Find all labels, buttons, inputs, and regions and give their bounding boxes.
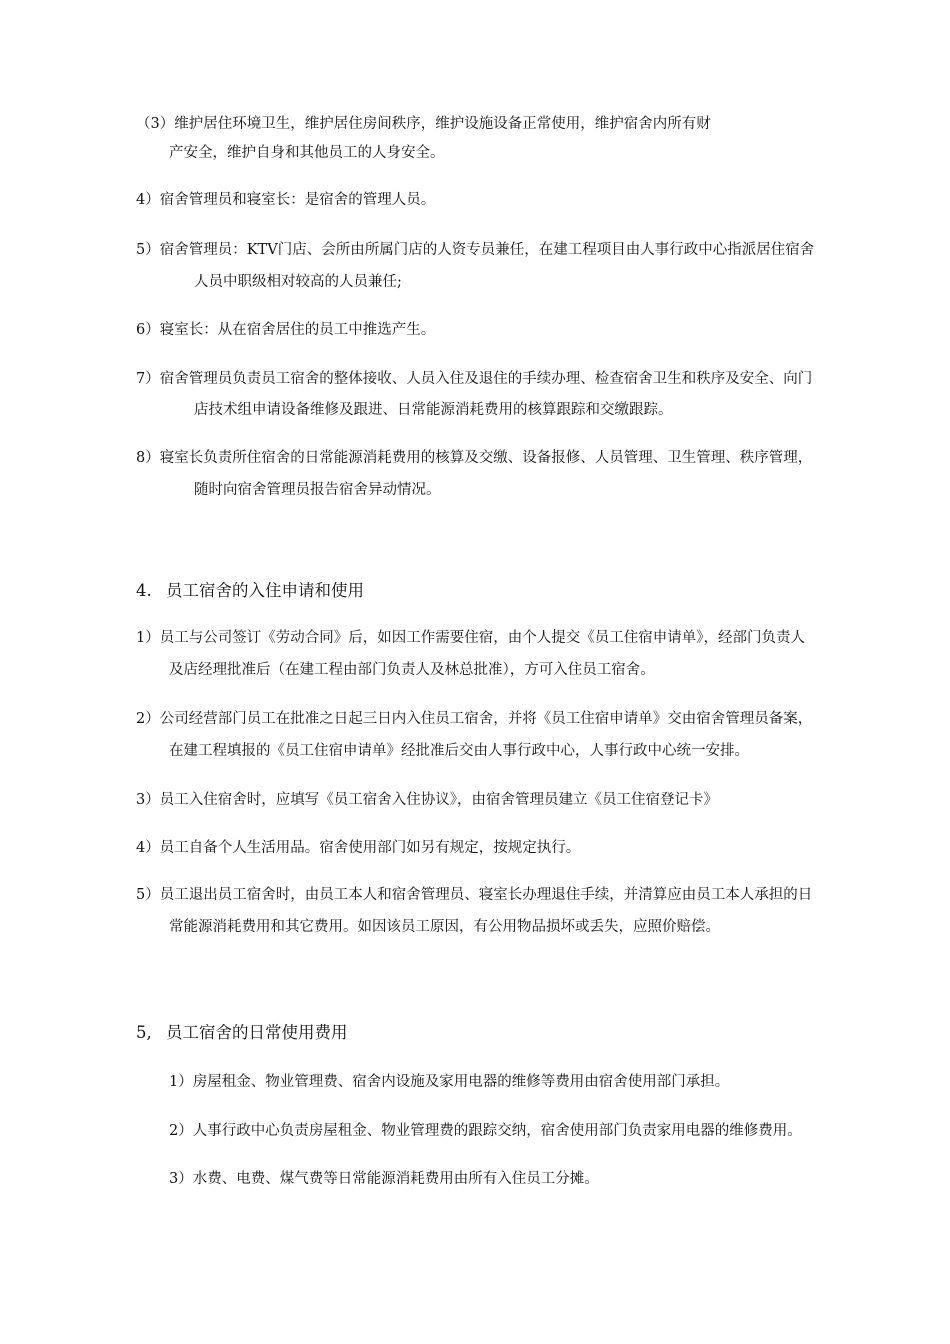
- paragraph-3-7-line2: 店技术组申请设备维修及跟进、日常能源消耗费用的核算跟踪和交缴跟踪。: [194, 402, 673, 418]
- paragraph-3-7-line1: 7）宿舍管理员负责员工宿舍的整体接收、人员入住及退住的手续办理、检查宿舍卫生和秩序及安全、向门: [136, 371, 813, 387]
- paragraph-3-6-line1: 6）寝室长：从在宿舍居住的员工中推选产生。: [136, 322, 436, 338]
- paragraph-3-3-line1: （3）维护居住环境卫生，维护居住房间秩序，维护设施设备正常使用，维护宿舍内所有财: [136, 116, 711, 132]
- paragraph-4-4-line1: 4）员工自备个人生活用品。宿舍使用部门如另有规定，按规定执行。: [136, 840, 581, 856]
- paragraph-3-5-line2: 人员中职级相对较高的人员兼任;: [194, 274, 402, 290]
- section-4-title: 员工宿舍的入住申请和使用: [166, 581, 364, 600]
- paragraph-4-5-line1: 5）员工退出员工宿舍时，由员工本人和宿舍管理员、寝室长办理退住手续，并清算应由员工本人承担的日: [136, 887, 813, 903]
- section-5-heading: [136, 1022, 348, 1044]
- section-4-number: 4.: [136, 581, 152, 600]
- paragraph-4-1-line2: 及店经理批准后（在建工程由部门负责人及林总批准），方可入住员工宿舍。: [169, 662, 655, 678]
- paragraph-5-3: 3）水费、电费、煤气费等日常能源消耗费用由所有入住员工分摊。: [169, 1171, 599, 1187]
- paragraph-4-2-line2: 在建工程填报的《员工住宿申请单》经批准后交由人事行政中心，人事行政中心统一安排。: [169, 743, 749, 759]
- paragraph-4-1-line1: 1）员工与公司签订《劳动合同》后，如因工作需要住宿，由个人提交《员工住宿申请单》，经部门负责人: [136, 630, 805, 646]
- paragraph-3-8-line1: 8）寝室长负责所住宿舍的日常能源消耗费用的核算及交缴、设备报修、人员管理、卫生管理、秩序管理，: [136, 450, 813, 466]
- paragraph-5-2: 2）人事行政中心负责房屋租金、物业管理费的跟踪交纳，宿舍使用部门负责家用电器的维修费用。: [169, 1123, 802, 1139]
- paragraph-5-1: 1）房屋租金、物业管理费、宿舍内设施及家用电器的维修等费用由宿舍使用部门承担。: [169, 1074, 730, 1090]
- section-5-title: 员工宿舍的日常使用费用: [166, 1023, 348, 1042]
- paragraph-3-5-line1: 5）宿舍管理员：KTV门店、会所由所属门店的人资专员兼任，在建工程项目由人事行政中心指派居住宿舍: [136, 242, 815, 258]
- paragraph-4-2-line1: 2）公司经营部门员工在批准之日起三日内入住员工宿舍，并将《员工住宿申请单》交由宿舍管理员备案，: [136, 711, 813, 727]
- paragraph-3-4-line1: 4）宿舍管理员和寝室长：是宿舍的管理人员。: [136, 192, 436, 208]
- paragraph-4-3-line1: 3）员工入住宿舍时，应填写《员工宿舍入住协议》，由宿舍管理员建立《员工住宿登记卡》: [136, 792, 718, 808]
- section-4-heading: [136, 580, 364, 602]
- paragraph-4-5-line2: 常能源消耗费用和其它费用。如因该员工原因，有公用物品损坏或丢失，应照价赔偿。: [169, 919, 720, 935]
- section-5-number: 5,: [136, 1023, 152, 1042]
- paragraph-3-8-line2: 随时向宿舍管理员报告宿舍异动情况。: [194, 482, 441, 498]
- paragraph-3-3-line2: 产安全，维护自身和其他员工的人身安全。: [169, 145, 445, 161]
